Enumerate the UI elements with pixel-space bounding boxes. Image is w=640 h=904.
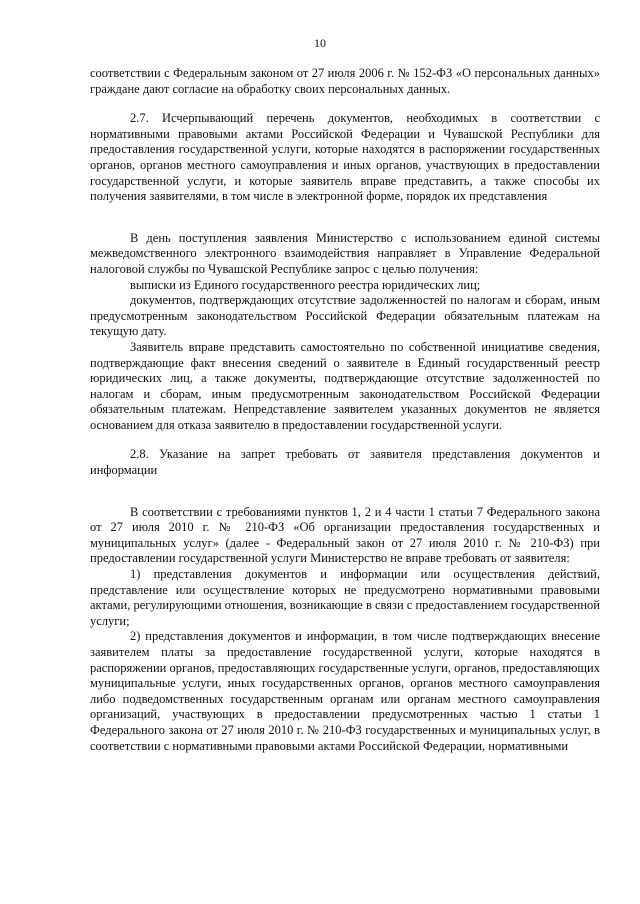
paragraph-continuation: соответствии с Федеральным законом от 27 июля 2006 г. № 152-ФЗ «О персональных данных» граждане дают согласие на обработку своих персональных данных. [90,66,600,96]
paragraph-list-item: документов, подтверждающих отсутствие задолженностей по налогам и сборам, иным предусмотренным законодательством Российской Федерации обязательным платежам на текущую дату. [90,293,600,339]
paragraph-list-item: 2) представления документов и информации, в том числе подтверждающих внесение заявителем платы за предоставление государственной услуги, которые находятся в распоряжении органов, предоставляющих государственные услуги, органов, предоставляющих муниципальные услуги, иных государственных органов, органов местного самоуправления либо подведомственных государственным органам или органам местного самоуправления организаций, участвующих в предоставлении предусмотренных частью 1 статьи 1 Федерального закона от 27 июля 2010 г. № 210-ФЗ государственных и муниципальных услуг, в соответствии с нормативными правовыми актами Российской Федерации, нормативными [90,629,600,753]
section-heading-2-8: 2.8. Указание на запрет требовать от заявителя представления документов и информации [90,447,600,478]
section-heading-2-7: 2.7. Исчерпывающий перечень документов, необходимых в соответствии с нормативными правовыми актами Российской Федерации и Чувашской Республики для предоставления государственной услуги, которые находятся в распоряжении государственных органов, органов местного самоуправления и иных органов, участвующих в предоставлении государственной услуги, и которые заявитель вправе представить, а также способы их получения заявителями, в том числе в электронной форме, порядок их представления [90,111,600,204]
paragraph-requirements: В соответствии с требованиями пунктов 1, 2 и 4 части 1 статьи 7 Федерального закона от 27 июля 2010 г. № 210-ФЗ «Об организации предоставления государственных и муниципальных услуг» (далее - Федеральный закон от 27 июля 2010 г. № 210-ФЗ) при предоставлении государственной услуги Министерство не вправе требовать от заявителя: [90,504,600,566]
document-body [90,66,600,754]
paragraph-applicant-rights: Заявитель вправе представить самостоятельно по собственной инициативе сведения, подтверждающие факт внесения сведений о заявителе в Единый государственный реестр юридических лиц, а также документы, подтверждающие отсутствие задолженностей по налогам и сборам, иным предусмотренным законодательством Российской Федерации обязательным платежам. Непредставление заявителем указанных документов не является основанием для отказа заявителю в предоставлении государственной услуги. [90,339,600,432]
paragraph-list-item: выписки из Единого государственного реестра юридических лиц; [130,277,481,292]
paragraph-request: В день поступления заявления Министерство с использованием единой системы межведомственного электронного взаимодействия направляет в Управление Федеральной налоговой службы по Чувашской Республике запрос с целью получения: [90,230,600,276]
page-number: 10 [314,36,326,50]
paragraph-list-item: 1) представления документов и информации или осуществления действий, представление или осуществление которых не предусмотрено нормативными правовыми актами, регулирующими отношения, возникающие в связи с предоставлением государственной услуги; [90,567,600,628]
